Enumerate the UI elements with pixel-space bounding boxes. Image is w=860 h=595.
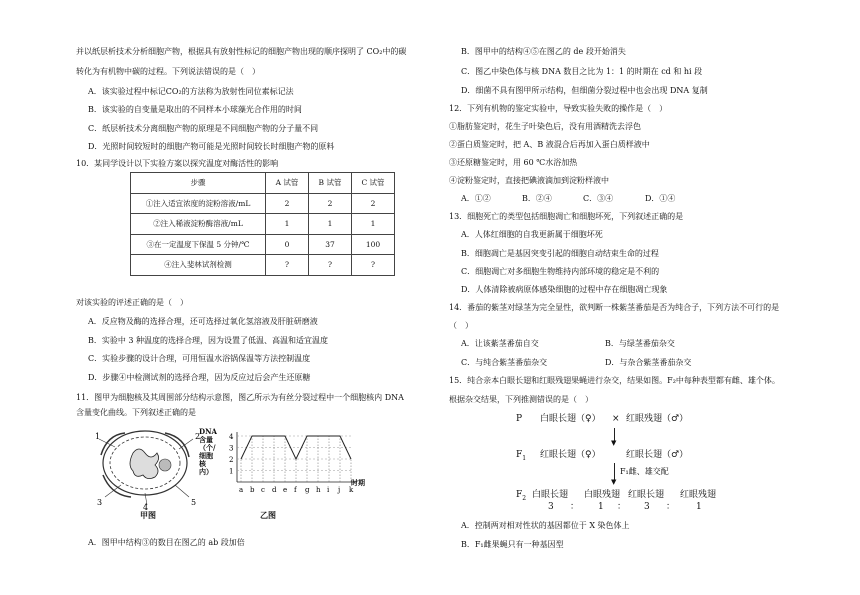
label-1: 1 — [95, 432, 101, 441]
q12-stem: 12．下列有机物的鉴定实验中，导致实验失败的操作是（ ） — [449, 104, 668, 113]
q9-option-b: B．该实验的自变量是取出的不同样本小球藻光合作用的时间 — [88, 105, 302, 114]
q14-stem-line2: （ ） — [449, 321, 473, 330]
y-tick-label: 3 — [229, 444, 234, 453]
f2-ratio: 1 — [696, 502, 702, 512]
table-cell: ②注入稀液淀粉酶溶液/mL — [131, 214, 266, 235]
y-tick-label: 2 — [229, 456, 234, 464]
q9-option-c: C．纸层析技术分离细胞产物的原理是不同细胞产物的分子量不同 — [88, 124, 319, 133]
table-row — [131, 234, 395, 255]
q10-option-d: D．步骤④中检测试剂的选择合理，因为反应过后会产生还原糖 — [88, 373, 311, 382]
q10-option-b: B．实验中 3 种温度的选择合理，因为设置了低温、高温和适宜温度 — [88, 336, 329, 345]
q11-stem-line2: 含量变化曲线。下列叙述正确的是 — [76, 408, 196, 417]
dna-chart — [225, 430, 360, 500]
table-cell: ④注入斐林试剂检测 — [131, 255, 266, 276]
table-header: B 试管 — [309, 173, 352, 194]
table-header: C 试管 — [352, 173, 395, 194]
q13-option-a: A．人体红细胞的自我更新属于细胞坏死 — [461, 230, 603, 239]
q9-intro-line1: 并以纸层析技术分析细胞产物，根据具有放射性标记的细胞产物出现的顺序探明了 CO₂中的碳 — [76, 47, 407, 56]
table-cell: 100 — [352, 234, 395, 255]
q15-stem-line2: 根据杂交结果，下列推测错误的是（ ） — [449, 395, 593, 404]
x-tick-label: i — [327, 486, 330, 494]
q12-item-2: ②蛋白质鉴定时，把 A、B 液混合后再加入蛋白质样液中 — [449, 140, 650, 149]
chart-y-label: DNA含量（个/细胞核内） — [199, 427, 217, 476]
x-tick-label: f — [294, 486, 297, 494]
y-tick-label: 1 — [229, 467, 234, 476]
q12-item-1: ①脂肪鉴定时，花生子叶染色后，没有用酒精洗去浮色 — [449, 122, 641, 131]
q9-intro-line2: 转化为有机物中碳的过程。下列说法错误的是（ ） — [76, 67, 260, 76]
q11-option-c: C．图乙中染色体与核 DNA 数目之比为 1：1 的时期在 cd 和 hi 段 — [461, 67, 703, 76]
x-tick-label: d — [272, 486, 277, 494]
table-cell: ? — [309, 255, 352, 276]
f2-type: 红眼长翅 — [628, 490, 665, 500]
f2-ratio: 3 — [548, 502, 554, 512]
p-male: 红眼残翅（♂） — [626, 414, 689, 424]
table-row — [131, 193, 395, 214]
x-tick-label: b — [250, 486, 255, 494]
table-cell: ? — [352, 255, 395, 276]
q14-option-d: D．与杂合紫茎番茄杂交 — [605, 358, 692, 367]
table-header: 步骤 — [131, 173, 266, 194]
x-tick-label: c — [261, 486, 265, 494]
q13-option-b: B．细胞凋亡是基因突变引起的细胞自动结束生命的过程 — [461, 249, 659, 258]
ratio-colon: ： — [617, 502, 627, 512]
x-tick-label: h — [316, 486, 321, 494]
table-cell: ? — [266, 255, 309, 276]
f1-male: 红眼长翅（♂） — [626, 450, 689, 460]
table-cell: 1 — [266, 214, 309, 235]
arrow-down-icon: ▼ — [611, 439, 617, 447]
table-header-row — [131, 173, 395, 194]
x-tick-label: e — [283, 486, 288, 494]
x-tick-label: a — [239, 486, 244, 494]
q13-option-d: D．人体清除被病原体感染细胞的过程中存在细胞凋亡现象 — [461, 285, 668, 294]
table-cell: ③在一定温度下保温 5 分钟/℃ — [131, 234, 266, 255]
q12-item-3: ③还原糖鉴定时，用 60 ℃水浴加热 — [449, 158, 578, 167]
table-cell: 0 — [266, 234, 309, 255]
table-cell: 2 — [309, 193, 352, 214]
f2-ratio: 3 — [644, 502, 650, 512]
table-cell: 2 — [266, 193, 309, 214]
q11-stem-line1: 11．图甲为细胞核及其周围部分结构示意图，图乙所示为有丝分裂过程中一个细胞核内 DNA — [76, 393, 404, 402]
fig-yi-caption: 乙图 — [260, 510, 276, 520]
q14-stem-line1: 14．番茄的紫茎对绿茎为完全显性，欲判断一株紫茎番茄是否为纯合子，下列方法不可行的是 — [449, 303, 780, 312]
label-4: 4 — [143, 503, 149, 510]
q12-option-b: B．②④ — [522, 194, 552, 203]
label-3: 3 — [97, 498, 103, 507]
q10-option-a: A．反应物及酶的选择合理，还可选择过氧化氢溶液及肝脏研磨液 — [88, 317, 318, 326]
experiment-table — [130, 172, 395, 276]
table-cell: 1 — [352, 214, 395, 235]
f2-type: 白眼长翅 — [532, 490, 569, 500]
q15-option-b: B．F₁雌果蝇只有一种基因型 — [461, 540, 564, 549]
table-cell: 2 — [352, 193, 395, 214]
ratio-colon: ： — [570, 502, 580, 512]
p-female: 白眼长翅（♀） — [540, 414, 601, 424]
table-cell: 37 — [309, 234, 352, 255]
x-tick-label: k — [349, 486, 354, 494]
chart-x-label: 时期 — [351, 478, 365, 487]
q9-option-a: A．该实验过程中标记CO₂的方法称为放射性同位素标记法 — [88, 87, 294, 96]
f2-type: 红眼残翅 — [680, 490, 717, 500]
table-cell: 1 — [309, 214, 352, 235]
q9-option-d: D．光照时间较短时的细胞产物可能是光照时间较长时细胞产物的原料 — [88, 142, 335, 151]
q11-option-b: B．图甲中的结构④⑤在图乙的 de 段开始消失 — [461, 47, 626, 56]
x-tick-label: j — [338, 486, 341, 494]
q12-item-4: ④淀粉鉴定时，直接把碘液滴加到淀粉样液中 — [449, 176, 609, 185]
f2-type: 白眼残翅 — [584, 490, 621, 500]
table-cell: ①注入适宜浓度的淀粉溶液/mL — [131, 193, 266, 214]
f1-female: 红眼长翅（♀） — [540, 450, 601, 460]
q13-stem: 13．细胞死亡的类型包括细胞凋亡和细胞坏死，下列叙述正确的是 — [449, 212, 684, 221]
q11-option-a: A．图甲中结构③的数目在图乙的 ab 段加倍 — [88, 538, 245, 547]
table-row — [131, 255, 395, 276]
ratio-colon: ： — [666, 502, 676, 512]
x-tick-label: g — [305, 486, 310, 494]
f1-label: $F_1$ — [516, 450, 527, 462]
y-tick-label: 4 — [229, 433, 234, 441]
q15-option-a: A．控制两对相对性状的基因都位于 X 染色体上 — [461, 521, 630, 530]
q10-stem: 10．某同学设计以下实验方案以探究温度对酶活性的影响 — [76, 159, 279, 168]
q14-option-b: B．与绿茎番茄杂交 — [605, 339, 675, 348]
q11-option-d: D．细菌不具有图甲所示结构，但细菌分裂过程中也会出现 DNA 复制 — [461, 86, 708, 95]
q12-option-a: A．①② — [461, 194, 491, 203]
q15-stem-line1: 15．纯合亲本白眼长翅和红眼残翅果蝇进行杂交，结果如图。F₂中每种表型都有雌、雄个体。 — [449, 376, 780, 385]
f2-ratio: 1 — [598, 502, 604, 512]
q12-option-c: C．③④ — [583, 194, 614, 203]
fig-jia-caption: 甲图 — [140, 510, 156, 520]
label-2: 2 — [195, 432, 201, 441]
q14-option-a: A．让该紫茎番茄自交 — [461, 339, 539, 348]
q14-option-c: C．与纯合紫茎番茄杂交 — [461, 358, 548, 367]
cross-diagram — [510, 410, 740, 512]
arrow-down-icon: ▼ — [611, 478, 617, 486]
p-label: P — [516, 414, 523, 424]
table-header: A 试管 — [266, 173, 309, 194]
label-5: 5 — [191, 498, 197, 507]
q13-option-c: C．细胞凋亡对多细胞生物维持内部环境的稳定是不利的 — [461, 267, 660, 276]
f2-label: $F_2$ — [516, 490, 527, 502]
f1-note: F₁雌、雄交配 — [620, 467, 669, 476]
table-row — [131, 214, 395, 235]
q10-option-c: C．实验步骤的设计合理，可用恒温水浴锅保温等方法控制温度 — [88, 354, 311, 363]
q12-option-d: D．①④ — [645, 194, 676, 203]
cross-sign: × — [612, 414, 620, 424]
nucleus-diagram — [95, 425, 210, 510]
q10-prompt: 对该实验的评述正确的是（ ） — [76, 298, 188, 307]
